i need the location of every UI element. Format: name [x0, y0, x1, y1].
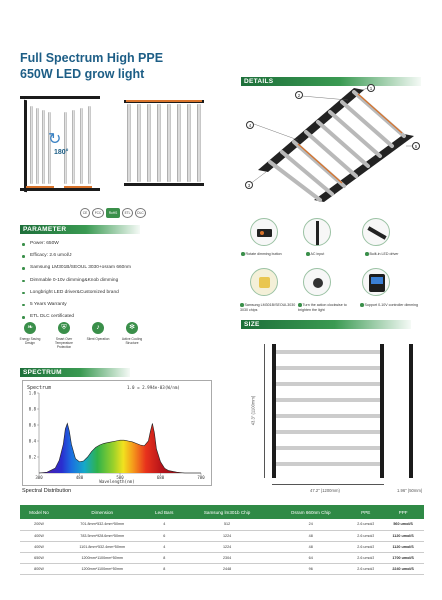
spectrum-heading: SPECTRUM — [20, 368, 130, 377]
feature-icon-label: Smart Over Temperature Protection — [55, 337, 73, 349]
feature-label-1: Rotate dimming button — [241, 252, 301, 257]
details-heading: DETAILS — [241, 77, 421, 86]
controller-photo — [362, 268, 390, 296]
table-cell: 8 — [146, 552, 182, 563]
callout-4: 4 — [246, 121, 254, 129]
x-tick-label: 680 — [156, 475, 165, 480]
table-cell: 512 — [182, 519, 272, 530]
table-cell: 2240 umol/S — [382, 563, 424, 574]
title-line-1: Full Spectrum High PPE — [20, 51, 164, 65]
size-front-view — [272, 344, 384, 478]
cert-ce-badge: CE — [80, 208, 90, 218]
title-line-2: 650W LED grow light — [20, 67, 145, 81]
param-item: ETL DLC certificated — [22, 311, 131, 323]
col-ppe: PPE — [349, 505, 382, 519]
fold-arrow-icon: ↻ — [48, 131, 62, 148]
leaf-icon: ❧ — [24, 322, 36, 334]
table-cell: 2.6 umol/J — [349, 541, 382, 552]
table-row — [20, 530, 424, 541]
table-cell: 96 — [272, 563, 349, 574]
col-dimension: Dimension — [58, 505, 146, 519]
table-cell: 400W — [20, 541, 58, 552]
y-tick-label: 0.6 — [28, 422, 36, 428]
page-title — [20, 50, 163, 82]
ac-input-photo — [303, 218, 331, 246]
x-tick-label: 380 — [35, 475, 43, 480]
table-row — [20, 563, 424, 574]
table-cell: 1200mm*1100mm*50mm — [58, 563, 146, 574]
table-cell: 400W — [20, 530, 58, 541]
dimming-button-photo — [250, 218, 278, 246]
table-cell: 2.6 umol/J — [349, 563, 382, 574]
parameter-heading: PARAMETER — [20, 225, 140, 234]
flat-fixture-image — [124, 100, 204, 186]
table-cell: 64 — [272, 552, 349, 563]
feature-icon-label: Silent Operation — [86, 337, 110, 341]
table-cell: 1101.8mm*532.4mm*50mm — [58, 541, 146, 552]
y-tick-label: 1.0 — [28, 390, 36, 396]
col-osram-chip: Osram 660nm Chip — [272, 505, 349, 519]
table-cell: 24 — [272, 519, 349, 530]
cert-etl-badge: ETL — [122, 208, 133, 218]
table-cell: 1700 umol/S — [382, 552, 424, 563]
fold-angle-badge: 180° — [54, 149, 69, 156]
table-cell: 2448 — [182, 563, 272, 574]
table-header-row — [20, 505, 424, 519]
height-dimension-label: 43.3" (1100mm) — [250, 395, 256, 426]
spectrum-area — [39, 423, 201, 473]
table-cell: 1224 — [182, 530, 272, 541]
table-cell: 6 — [146, 530, 182, 541]
feature-label-4: Samsung LM301B/SEOUL3030 3030 chips — [240, 303, 296, 312]
table-cell: 8 — [146, 563, 182, 574]
folded-fixture-image — [20, 94, 102, 194]
col-ppf: PPF — [382, 505, 424, 519]
param-item: Power: 650W — [22, 238, 131, 250]
details-exploded-drawing — [236, 86, 426, 204]
feature-icon-label: Energy Saving Design — [19, 337, 41, 345]
chart-corner-text: 1.0 = 2.994e-03(W/nm) — [127, 385, 180, 390]
cert-rohs-badge: RoHS — [106, 208, 120, 218]
table-cell: 48 — [272, 530, 349, 541]
param-item: Samsung LM301B/SEOUL 3030+osram 660nm — [22, 262, 131, 274]
table-row — [20, 541, 424, 552]
table-cell: 200W — [20, 519, 58, 530]
feature-label-5: Turn the action clockwise to brighten the light — [298, 303, 347, 312]
col-samsung-chip: Samsung lm301b Chip — [182, 505, 272, 519]
callout-1: 1 — [367, 84, 375, 92]
param-item: Longbright LED driver&Customized brand — [22, 287, 131, 299]
width-dimension-label: 47.2" (1200mm) — [310, 488, 340, 493]
param-item: Dimmable 0-10v dimming&Knob dimming — [22, 275, 131, 287]
feature-label-2: AC input — [306, 252, 346, 257]
table-cell: 48 — [272, 541, 349, 552]
feature-label-6: Support 0-10V controller dimming — [360, 303, 424, 308]
table-cell: 701.8mm*532.4mm*50mm — [58, 519, 146, 530]
table-cell: 783.5mm*928.6mm*50mm — [58, 530, 146, 541]
table-cell: 650W — [20, 552, 58, 563]
chart-title: Spectrum — [27, 385, 52, 391]
table-cell: 2.6 umol/J — [349, 552, 382, 563]
table-cell: 1120 umol/S — [382, 530, 424, 541]
table-row — [20, 519, 424, 530]
table-cell: 4 — [146, 519, 182, 530]
table-cell: 2.6 umol/J — [349, 530, 382, 541]
param-item: Efficacy: 2.6 umol/J — [22, 250, 131, 262]
spectrum-chart-frame — [22, 380, 212, 486]
size-heading: SIZE — [241, 320, 411, 329]
callout-3: 3 — [245, 181, 253, 189]
spectral-distribution-caption: Spectral Distribution — [22, 488, 72, 494]
chart-xlabel: Wavelength(nm) — [99, 479, 135, 484]
spec-table — [20, 505, 424, 575]
spectrum-chart — [23, 381, 211, 485]
table-row — [20, 552, 424, 563]
table-cell: 2304 — [182, 552, 272, 563]
table-cell: 1200mm*1100mm*50mm — [58, 552, 146, 563]
param-item: 5 Years Warranty — [22, 299, 131, 311]
callout-2: 2 — [295, 91, 303, 99]
x-tick-label: 480 — [75, 475, 84, 480]
table-cell: 4 — [146, 541, 182, 552]
depth-dimension-label: 1.96" (50mm) — [397, 488, 423, 493]
cert-fcc-badge: FCC — [92, 208, 104, 218]
width-dimension-line — [272, 484, 384, 485]
parameter-list — [22, 238, 131, 323]
knob-photo — [303, 268, 331, 296]
table-cell: 1224 — [182, 541, 272, 552]
cert-dlc-badge: DLC — [135, 208, 146, 218]
col-model: Model No — [20, 505, 58, 519]
table-cell: 2.6 umol/J — [349, 519, 382, 530]
y-tick-label: 0.2 — [28, 454, 36, 460]
fan-icon: ✻ — [126, 322, 138, 334]
y-tick-label: 0.8 — [28, 406, 36, 412]
table-cell: 800W — [20, 563, 58, 574]
led-driver-photo — [362, 218, 390, 246]
height-dimension-line — [264, 344, 265, 478]
led-chips-photo — [250, 268, 278, 296]
x-tick-label: 580 — [116, 475, 124, 480]
col-led-bars: Led Bars — [146, 505, 182, 519]
table-cell: 560 umol/S — [382, 519, 424, 530]
x-tick-label: 780 — [197, 475, 205, 480]
y-tick-label: 0.4 — [28, 438, 36, 444]
size-side-view — [409, 344, 413, 478]
feature-icon-label: Active Cooling Structure — [121, 337, 143, 345]
shield-icon: ⛨ — [58, 322, 70, 334]
callout-5: 5 — [412, 142, 420, 150]
table-cell: 1120 umol/S — [382, 541, 424, 552]
feature-label-3: Built-in LED driver — [365, 252, 415, 257]
mute-icon: ♪ — [92, 322, 104, 334]
